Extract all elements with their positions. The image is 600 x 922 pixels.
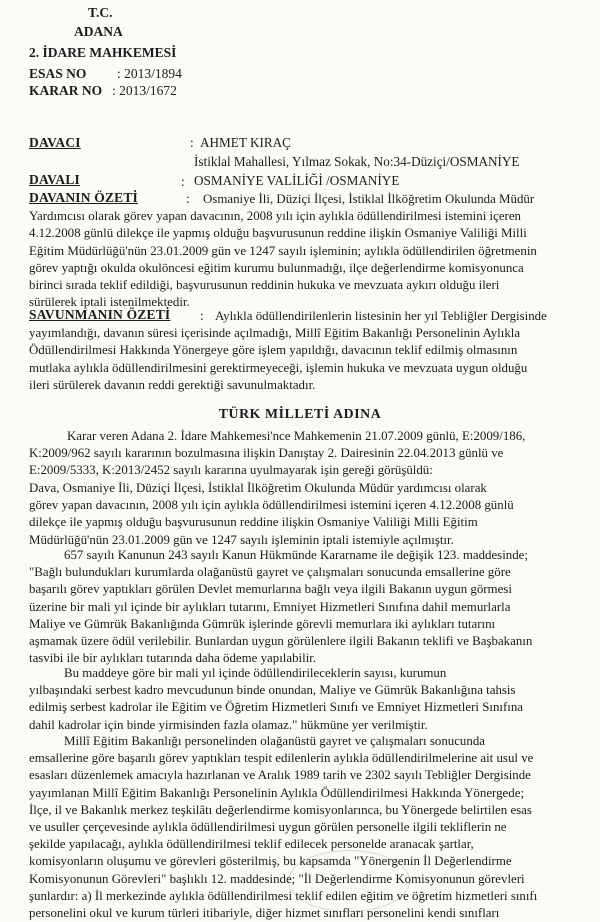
text-line: dahil kadrolar için binde yirmisinden fazla olamaz." hükmüne yer verilmiştir.: [29, 717, 428, 732]
text-line: K:2009/962 sayılı kararının bozulmasına ilişkin Danıştay 2. Dairesinin 22.04.2013 günlü ve: [29, 446, 504, 461]
header-court-name: 2. İDARE MAHKEMESİ: [29, 45, 177, 60]
esas-no-value: : 2013/1894: [117, 66, 182, 81]
body-paragraph-2: [29, 480, 589, 549]
savunmanin-ozeti-sep: :: [200, 308, 204, 323]
section-title: TÜRK MİLLETİ ADINA: [218, 406, 382, 421]
text-line: Maliye ve Gümrük Bakanlığında Gümrük işlerinde görevli memurlara iki aylıkları tutarını: [29, 616, 496, 631]
text-line: görev yaptığı okulda okulöncesi eğitim kurumu bulunmadığı, ilçe değerlendirme komisyonunca: [29, 260, 524, 275]
text-line: şunlardır: a) İl merkezinde aylıkla ödüllendirilmesi teklif edilen eğitim ve öğretim hizmetleri sınıfı: [29, 888, 538, 903]
text-line: yayımlanan Millî Eğitim Bakanlığı Personelinin Aylıkla Ödüllendirilmesi Hakkında Yönergede;: [29, 785, 525, 800]
davali-sep: :: [181, 174, 185, 189]
text-line: Aylıkla ödüllendirilenlerin listesinin her yıl Tebliğler Dergisinde: [215, 309, 547, 323]
text-line: Dava, Osmaniye İli, Düziçi İlçesi, İstiklal İlköğretim Okulunda Müdür yardımcısı olarak: [29, 481, 487, 495]
body-paragraph-4: [29, 665, 589, 734]
text-line: üzerine bir mali yıl içinde bir aylıkları tutarını, Emniyet Hizmetleri Sınıfına dahil memurlarla: [29, 599, 511, 614]
text-line: birinci sırada teklif edildiği, başvurusunun reddinin hukuka ve mevzuata aykırı olduğu ileri: [29, 278, 500, 293]
text-line: 4.12.2008 günlü dilekçe ile yapmış olduğu başvurusunun reddine ilişkin Osmaniye Valiliği Milli: [29, 226, 527, 241]
davali-label: DAVALI: [29, 172, 80, 187]
text-line: Yardımcısı olarak görev yapan davacının, 2008 yılı için aylıkla ödüllendirilmesi istemini içeren: [29, 209, 521, 224]
text-line: E:2009/5333, K:2013/2452 sayılı kararına uyulmayarak işin gereği görüşüldü:: [29, 463, 433, 478]
body-paragraph-1: [29, 428, 589, 480]
text-line: aşmamak üzere ödül verilebilir. Bunlardan uygun görülenlere ilgili Bakanın teklifi ve Başbakanın: [29, 634, 533, 649]
text-line: Komisyonunun Görevleri" başlıklı 12. maddesinde; "İl Değerlendirme Komisyonunun görevleri: [29, 871, 525, 886]
text-line: İlçe, il ve Bakanlık merkez teşkilâtı değerlendirme komisyonlarınca, bu Yönergede belirtilen esas: [29, 802, 532, 817]
header-tc: T.C.: [88, 5, 113, 20]
text-line: "Bağlı bulundukları kurumlarda olağanüstü gayret ve çalışmaları sonucunda emsallerine göre: [29, 565, 511, 580]
text-line: ileri sürülerek davanın reddi gerektiği savunulmaktadır.: [29, 377, 316, 392]
text-line: şekilde yapılacağı, aylıkla ödüllendirilmesi teklif edilecek personelde aranacak şartlar,: [29, 837, 474, 852]
text-line: başarılı görev yaptıkları görülen Devlet memurlarına bağlı veya ilgili Bakanın uygun görmesi: [29, 582, 512, 597]
text-line: Osmaniye İli, Düziçi İlçesi, İstiklal İlköğretim Okulunda Müdür: [203, 192, 535, 206]
text-line: dilekçe ile yapmış olduğu başvurusunun reddine ilişkin Osmaniye Valiliği Milli Eğitim: [29, 515, 478, 530]
text-line: Millî Eğitim Bakanlığı personelinden olağanüstü gayret ve çalışmaları sonucunda: [64, 734, 485, 748]
text-line: mutlaka aylıkla ödüllendirilmesini gerektirmeyeceği, işlemin hukuka ve mevzuata uygun olduğu: [29, 360, 528, 375]
official-stamp-mark: [288, 850, 410, 912]
davanin-ozeti-text: [29, 191, 589, 311]
text-line: yayımlandığı, davanın süresi içerisinde açılmadığı, Millî Eğitim Bakanlığı Personelinin Aylıkla: [29, 326, 521, 341]
text-line: Bu maddeye göre bir mali yıl içinde ödüllendirileceklerin sayısı, kurumun: [64, 666, 447, 680]
karar-no-label: KARAR NO: [29, 83, 103, 98]
text-line: sürülerek iptali istenilmektedir.: [29, 295, 190, 310]
header-city: ADANA: [74, 24, 123, 39]
text-line: görev yapan davacının, 2008 yılı için aylıkla ödüllendirilmesi istemini içeren 4.12.2008 günlü: [29, 498, 514, 513]
davaci-address: İstiklal Mahallesi, Yılmaz Sokak, No:34-Düziçi/OSMANİYE: [194, 154, 520, 169]
karar-no-value: : 2013/1672: [112, 83, 177, 98]
davaci-sep: :: [190, 135, 194, 150]
davali-name: OSMANİYE VALİLİĞİ /OSMANİYE: [194, 173, 400, 188]
text-line: emsallerine göre başarılı görev yaptıkları tespit edilenlerin aylıkla ödüllendirilmelerine ait usul ve: [29, 751, 534, 766]
savunmanin-ozeti-label: SAVUNMANIN ÖZETİ: [29, 307, 171, 322]
davaci-name: AHMET KIRAÇ: [200, 135, 291, 150]
text-line: tasvibi ile bir aylıkları tutarında daha ödeme yapılabilir.: [29, 651, 317, 666]
davanin-ozeti-label: DAVANIN ÖZETİ: [29, 190, 139, 205]
davaci-label: DAVACI: [29, 135, 81, 150]
davanin-ozeti-sep: :: [186, 191, 190, 206]
text-line: yılbaşındaki serbest kadro mevcudunun binde onundan, Maliye ve Gümrük Bakanlığına tahsis: [29, 683, 516, 698]
text-line: esasları düzenlemek amacıyla hazırlanan ve Aralık 1989 tarih ve 2302 sayılı Tebliğler Dergisinde: [29, 768, 531, 783]
text-line: Müdürlüğü'nün 23.01.2009 gün ve 1247 sayılı işleminin iptali istemiyle açılmıştır.: [29, 532, 454, 547]
text-line: komisyonların oluşumu ve görevleri gösterilmiş, bu kapsamda "Yönergenin İl Değerlendirme: [29, 854, 512, 869]
text-line: 657 sayılı Kanunun 243 sayılı Kanun Hükmünde Kararname ile değişik 123. maddesinde;: [64, 548, 528, 562]
text-line: Ödüllendirilmesi Hakkında Yönergeye göre işlem yapıldığı, davacının teklif edilmiş olmasının: [29, 343, 518, 358]
savunmanin-ozeti-text: [29, 308, 589, 394]
text-line: edilmiş serbest kadrolar ile Eğitim ve Öğretim Hizmetleri Sınıfı ve Emniyet Hizmetleri Sınıfına: [29, 700, 524, 715]
esas-no-label: ESAS NO: [29, 66, 87, 81]
text-line: Karar veren Adana 2. İdare Mahkemesi'nce Mahkemenin 21.07.2009 günlü, E:2009/186,: [67, 429, 526, 443]
body-paragraph-3: [29, 547, 589, 667]
text-line: Eğitim Müdürlüğü'nün 23.01.2009 gün ve 1247 sayılı işleminin; aylıkla ödüllendirilen öğretmenin: [29, 243, 537, 258]
text-line: personelini okul ve kurum türleri itibariyle, diğer hizmet sınıfları personelini kendi sınıfları: [29, 906, 500, 921]
text-line: ve usuller çerçevesinde aylıkla ödüllendirilmesi uygun görülen personelle ilgili tekliflerin ne: [29, 820, 507, 835]
